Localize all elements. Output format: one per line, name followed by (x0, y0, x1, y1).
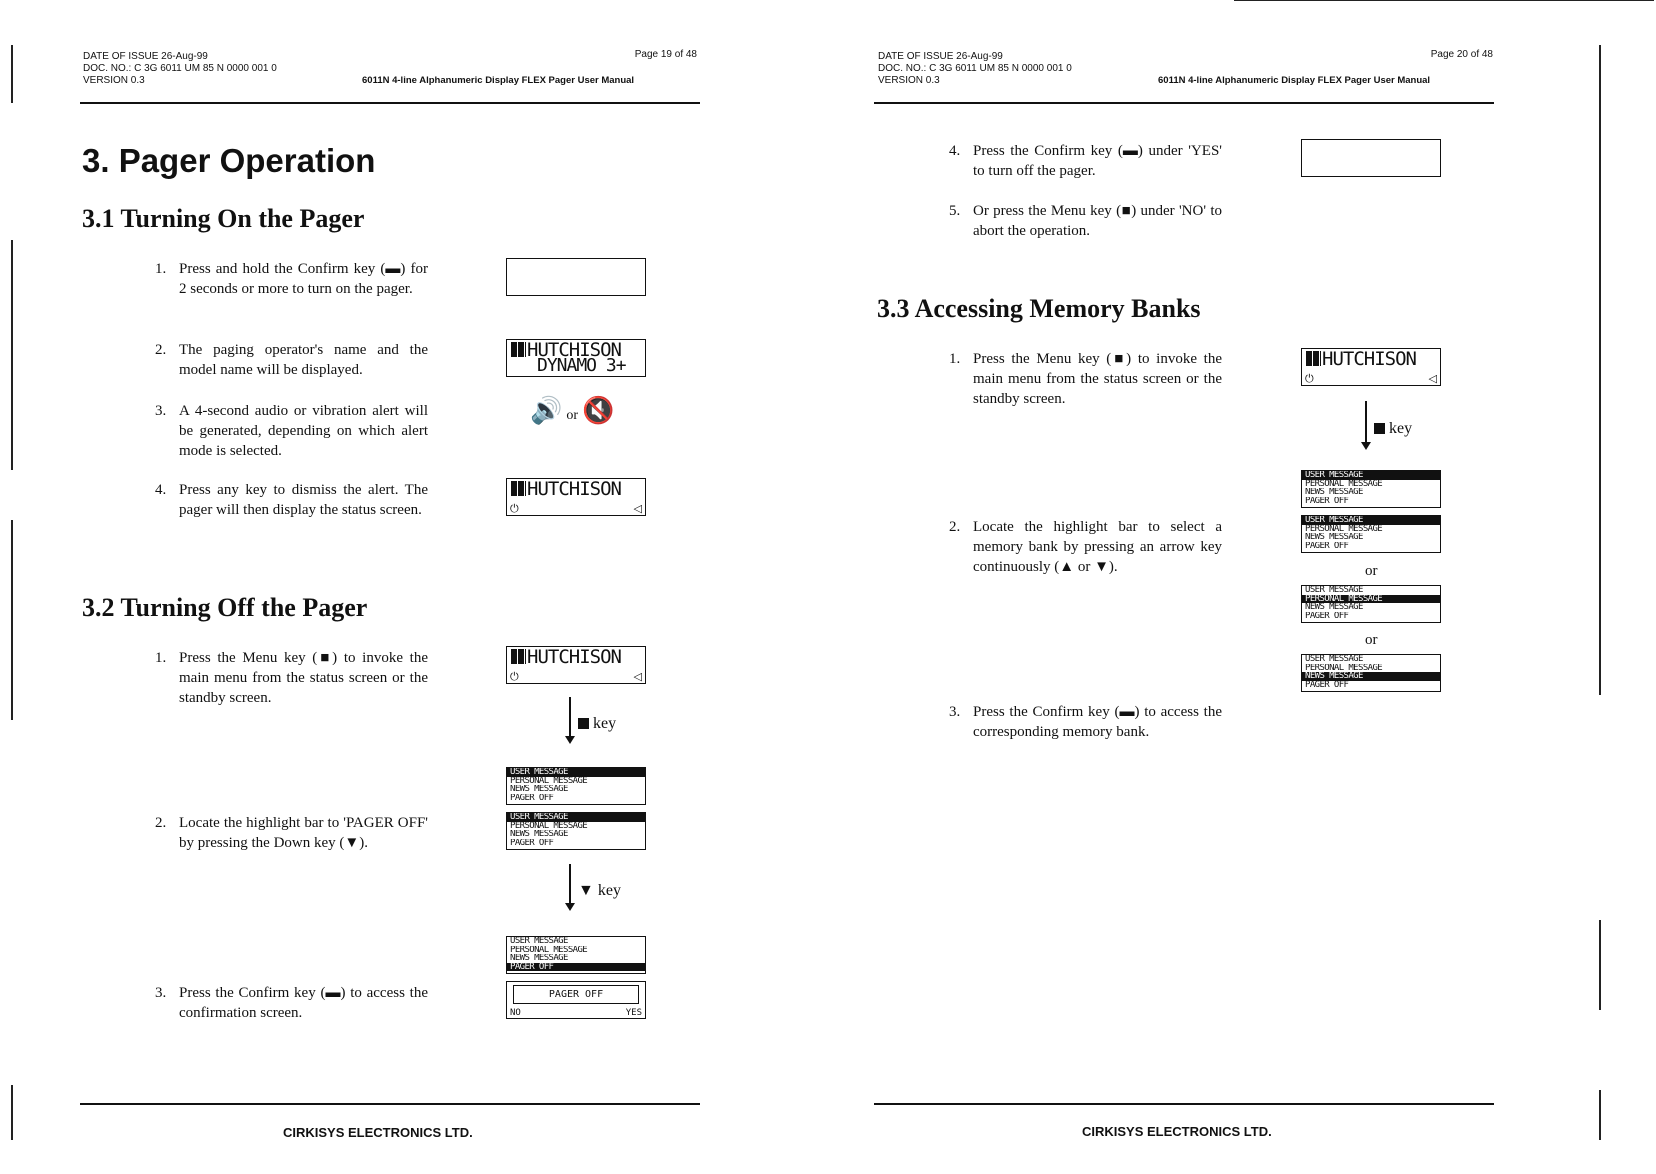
step-number: 4. (949, 143, 961, 159)
menu-screen (506, 812, 646, 850)
down-key-icon: ▼ (578, 882, 594, 899)
issue-date: DATE OF ISSUE 26-Aug-99 (878, 51, 1003, 62)
step-item (949, 349, 1222, 409)
speaker-vibrate-icon: 🔇 (582, 396, 615, 426)
lcd-screen-status (1301, 348, 1441, 386)
confirm-message: PAGER OFF (513, 985, 639, 1004)
version: VERSION 0.3 (83, 75, 145, 86)
or-label: or (566, 408, 579, 423)
lcd-screen-off (1301, 139, 1441, 177)
arrow-line (569, 697, 571, 737)
lcd-operator: HUTCHISON (1306, 350, 1416, 368)
arrow-down-icon (1361, 442, 1371, 450)
menu-row: NEWS MESSAGE (1305, 533, 1363, 542)
menu-row: PERSONAL MESSAGE (1302, 595, 1440, 604)
version: VERSION 0.3 (878, 75, 940, 86)
footer-rule (874, 1103, 1494, 1105)
footer-rule (80, 1103, 700, 1105)
arrow-line (569, 864, 571, 904)
chapter-title: 3. Pager Operation (82, 142, 376, 179)
step-item (155, 340, 428, 380)
lcd-status-bar (510, 671, 642, 683)
page-number: Page 19 of 48 (634, 49, 697, 60)
menu-row: PAGER OFF (1305, 541, 1349, 550)
step-item (949, 517, 1222, 577)
menu-row: NEWS MESSAGE (1305, 488, 1363, 497)
step-item (949, 702, 1222, 742)
menu-row: USER MESSAGE (510, 937, 568, 946)
menu-key-label: key (1374, 420, 1412, 438)
menu-row: PAGER OFF (510, 838, 554, 847)
lcd-operator: HUTCHISON (511, 341, 621, 359)
menu-screen (506, 936, 646, 974)
signal-icon: ◁ (633, 502, 642, 515)
power-icon: ⏻ (1305, 372, 1314, 385)
step-number: 1. (949, 351, 961, 367)
menu-key-label: key (578, 715, 616, 733)
step-text: Press the Menu key (■) to invoke the main menu from the status screen or the standby screen. (179, 650, 428, 706)
menu-row: USER MESSAGE (1305, 586, 1363, 595)
down-key-label: ▼ key (578, 882, 621, 899)
manual-title: 6011N 4-line Alphanumeric Display FLEX Pager User Manual (362, 75, 635, 86)
arrow-line (1365, 401, 1367, 443)
menu-row: USER MESSAGE (507, 768, 645, 777)
step-item (155, 648, 428, 708)
section-title: 3.3 Accessing Memory Banks (877, 294, 1201, 323)
step-item (155, 813, 428, 853)
lcd-status-bar (1305, 373, 1437, 385)
step-number: 1. (155, 261, 167, 277)
menu-screen (506, 767, 646, 805)
doc-number: DOC. NO.: C 3G 6011 UM 85 N 0000 001 0 (83, 63, 277, 74)
step-text: Or press the Menu key (■) under 'NO' to abort the operation. (973, 203, 1222, 239)
yes-option: YES (625, 1008, 642, 1018)
lcd-operator: HUTCHISON (511, 648, 621, 666)
menu-screen (1301, 515, 1441, 553)
issue-date: DATE OF ISSUE 26-Aug-99 (83, 51, 208, 62)
or-label: or (1365, 563, 1378, 579)
menu-row: PAGER OFF (507, 963, 645, 972)
step-text: Press and hold the Confirm key (▬) for 2 seconds or more to turn on the pager. (179, 261, 428, 297)
power-icon: ⏻ (510, 502, 519, 515)
menu-row: PAGER OFF (1305, 611, 1349, 620)
page-20 (828, 0, 1656, 1174)
footer-company: CIRKISYS ELECTRONICS LTD. (283, 1125, 473, 1140)
operator-logo-icon (511, 649, 526, 664)
header-rule (874, 102, 1494, 104)
signal-icon: ◁ (1428, 372, 1437, 385)
menu-row: USER MESSAGE (1305, 655, 1363, 664)
menu-row: NEWS MESSAGE (1302, 672, 1440, 681)
section-title: 3.2 Turning Off the Pager (82, 593, 368, 622)
menu-screen (1301, 585, 1441, 623)
alert-icons (530, 396, 614, 426)
step-number: 3. (155, 403, 167, 419)
lcd-model: DYNAMO 3+ (537, 355, 626, 376)
menu-screen (1301, 470, 1441, 508)
step-number: 2. (949, 519, 961, 535)
menu-row: PERSONAL MESSAGE (510, 945, 588, 954)
step-number: 3. (155, 985, 167, 1001)
section-title: 3.1 Turning On the Pager (82, 204, 365, 233)
menu-row: NEWS MESSAGE (510, 954, 568, 963)
step-text: Locate the highlight bar to 'PAGER OFF' by pressing the Down key (▼). (179, 815, 428, 851)
footer-company: CIRKISYS ELECTRONICS LTD. (1082, 1124, 1272, 1139)
step-text: A 4-second audio or vibration alert will be generated, depending on which alert mode is selected. (179, 403, 428, 459)
step-text: Press the Confirm key (▬) under 'YES' to turn off the pager. (973, 143, 1222, 179)
menu-row: PAGER OFF (1305, 680, 1349, 689)
operator-logo-icon (1306, 351, 1321, 366)
step-item (949, 141, 1222, 181)
menu-row: PERSONAL MESSAGE (1305, 479, 1383, 488)
page-number: Page 20 of 48 (1430, 49, 1493, 60)
lcd-screen-status (506, 646, 646, 684)
menu-row: USER MESSAGE (1302, 471, 1440, 480)
header-rule (80, 102, 700, 104)
step-number: 2. (155, 815, 167, 831)
or-label: or (1365, 632, 1378, 648)
step-number: 5. (949, 203, 961, 219)
doc-number: DOC. NO.: C 3G 6011 UM 85 N 0000 001 0 (878, 63, 1072, 74)
lcd-status-bar (510, 503, 642, 515)
menu-row: NEWS MESSAGE (510, 785, 568, 794)
lcd-operator: HUTCHISON (511, 480, 621, 498)
menu-row: PERSONAL MESSAGE (510, 776, 588, 785)
signal-icon: ◁ (633, 670, 642, 683)
step-number: 1. (155, 650, 167, 666)
speaker-sound-icon: 🔊 (530, 396, 563, 426)
step-number: 3. (949, 704, 961, 720)
step-text: Press any key to dismiss the alert. The pager will then display the status screen. (179, 482, 428, 518)
step-item (155, 480, 428, 520)
step-item (949, 201, 1222, 241)
lcd-screen-blank (506, 258, 646, 296)
step-text: Press the Confirm key (▬) to access the corresponding memory bank. (973, 704, 1222, 740)
menu-row: NEWS MESSAGE (510, 830, 568, 839)
step-number: 2. (155, 342, 167, 358)
arrow-down-icon (565, 736, 575, 744)
step-item (155, 259, 428, 299)
menu-row: PERSONAL MESSAGE (1305, 663, 1383, 672)
menu-row: NEWS MESSAGE (1305, 603, 1363, 612)
step-number: 4. (155, 482, 167, 498)
operator-logo-icon (511, 481, 526, 496)
lcd-screen-startup (506, 339, 646, 377)
menu-screen (1301, 654, 1441, 692)
menu-row: USER MESSAGE (1302, 516, 1440, 525)
step-item (155, 401, 428, 461)
menu-row: PAGER OFF (510, 793, 554, 802)
step-text: Press the Confirm key (▬) to access the confirmation screen. (179, 985, 428, 1021)
menu-row: PAGER OFF (1305, 496, 1349, 505)
no-option: NO (510, 1008, 521, 1018)
menu-key-icon (1374, 423, 1385, 434)
step-item (155, 983, 428, 1023)
operator-logo-icon (511, 342, 526, 357)
step-text: The paging operator's name and the model name will be displayed. (179, 342, 428, 378)
manual-title: 6011N 4-line Alphanumeric Display FLEX Pager User Manual (1158, 75, 1431, 86)
header-meta (878, 51, 1072, 87)
confirm-options (510, 1008, 642, 1018)
menu-row: PERSONAL MESSAGE (510, 821, 588, 830)
arrow-down-icon (565, 903, 575, 911)
lcd-screen-status (506, 478, 646, 516)
step-text: Locate the highlight bar to select a memory bank by pressing an arrow key continuously (▲ or ▼). (973, 519, 1222, 575)
power-icon: ⏻ (510, 670, 519, 683)
confirm-screen (506, 981, 646, 1019)
menu-row: USER MESSAGE (507, 813, 645, 822)
menu-key-icon (578, 718, 589, 729)
header-meta (83, 51, 277, 87)
step-text: Press the Menu key (■) to invoke the main menu from the status screen or the standby screen. (973, 351, 1222, 407)
menu-row: PERSONAL MESSAGE (1305, 524, 1383, 533)
